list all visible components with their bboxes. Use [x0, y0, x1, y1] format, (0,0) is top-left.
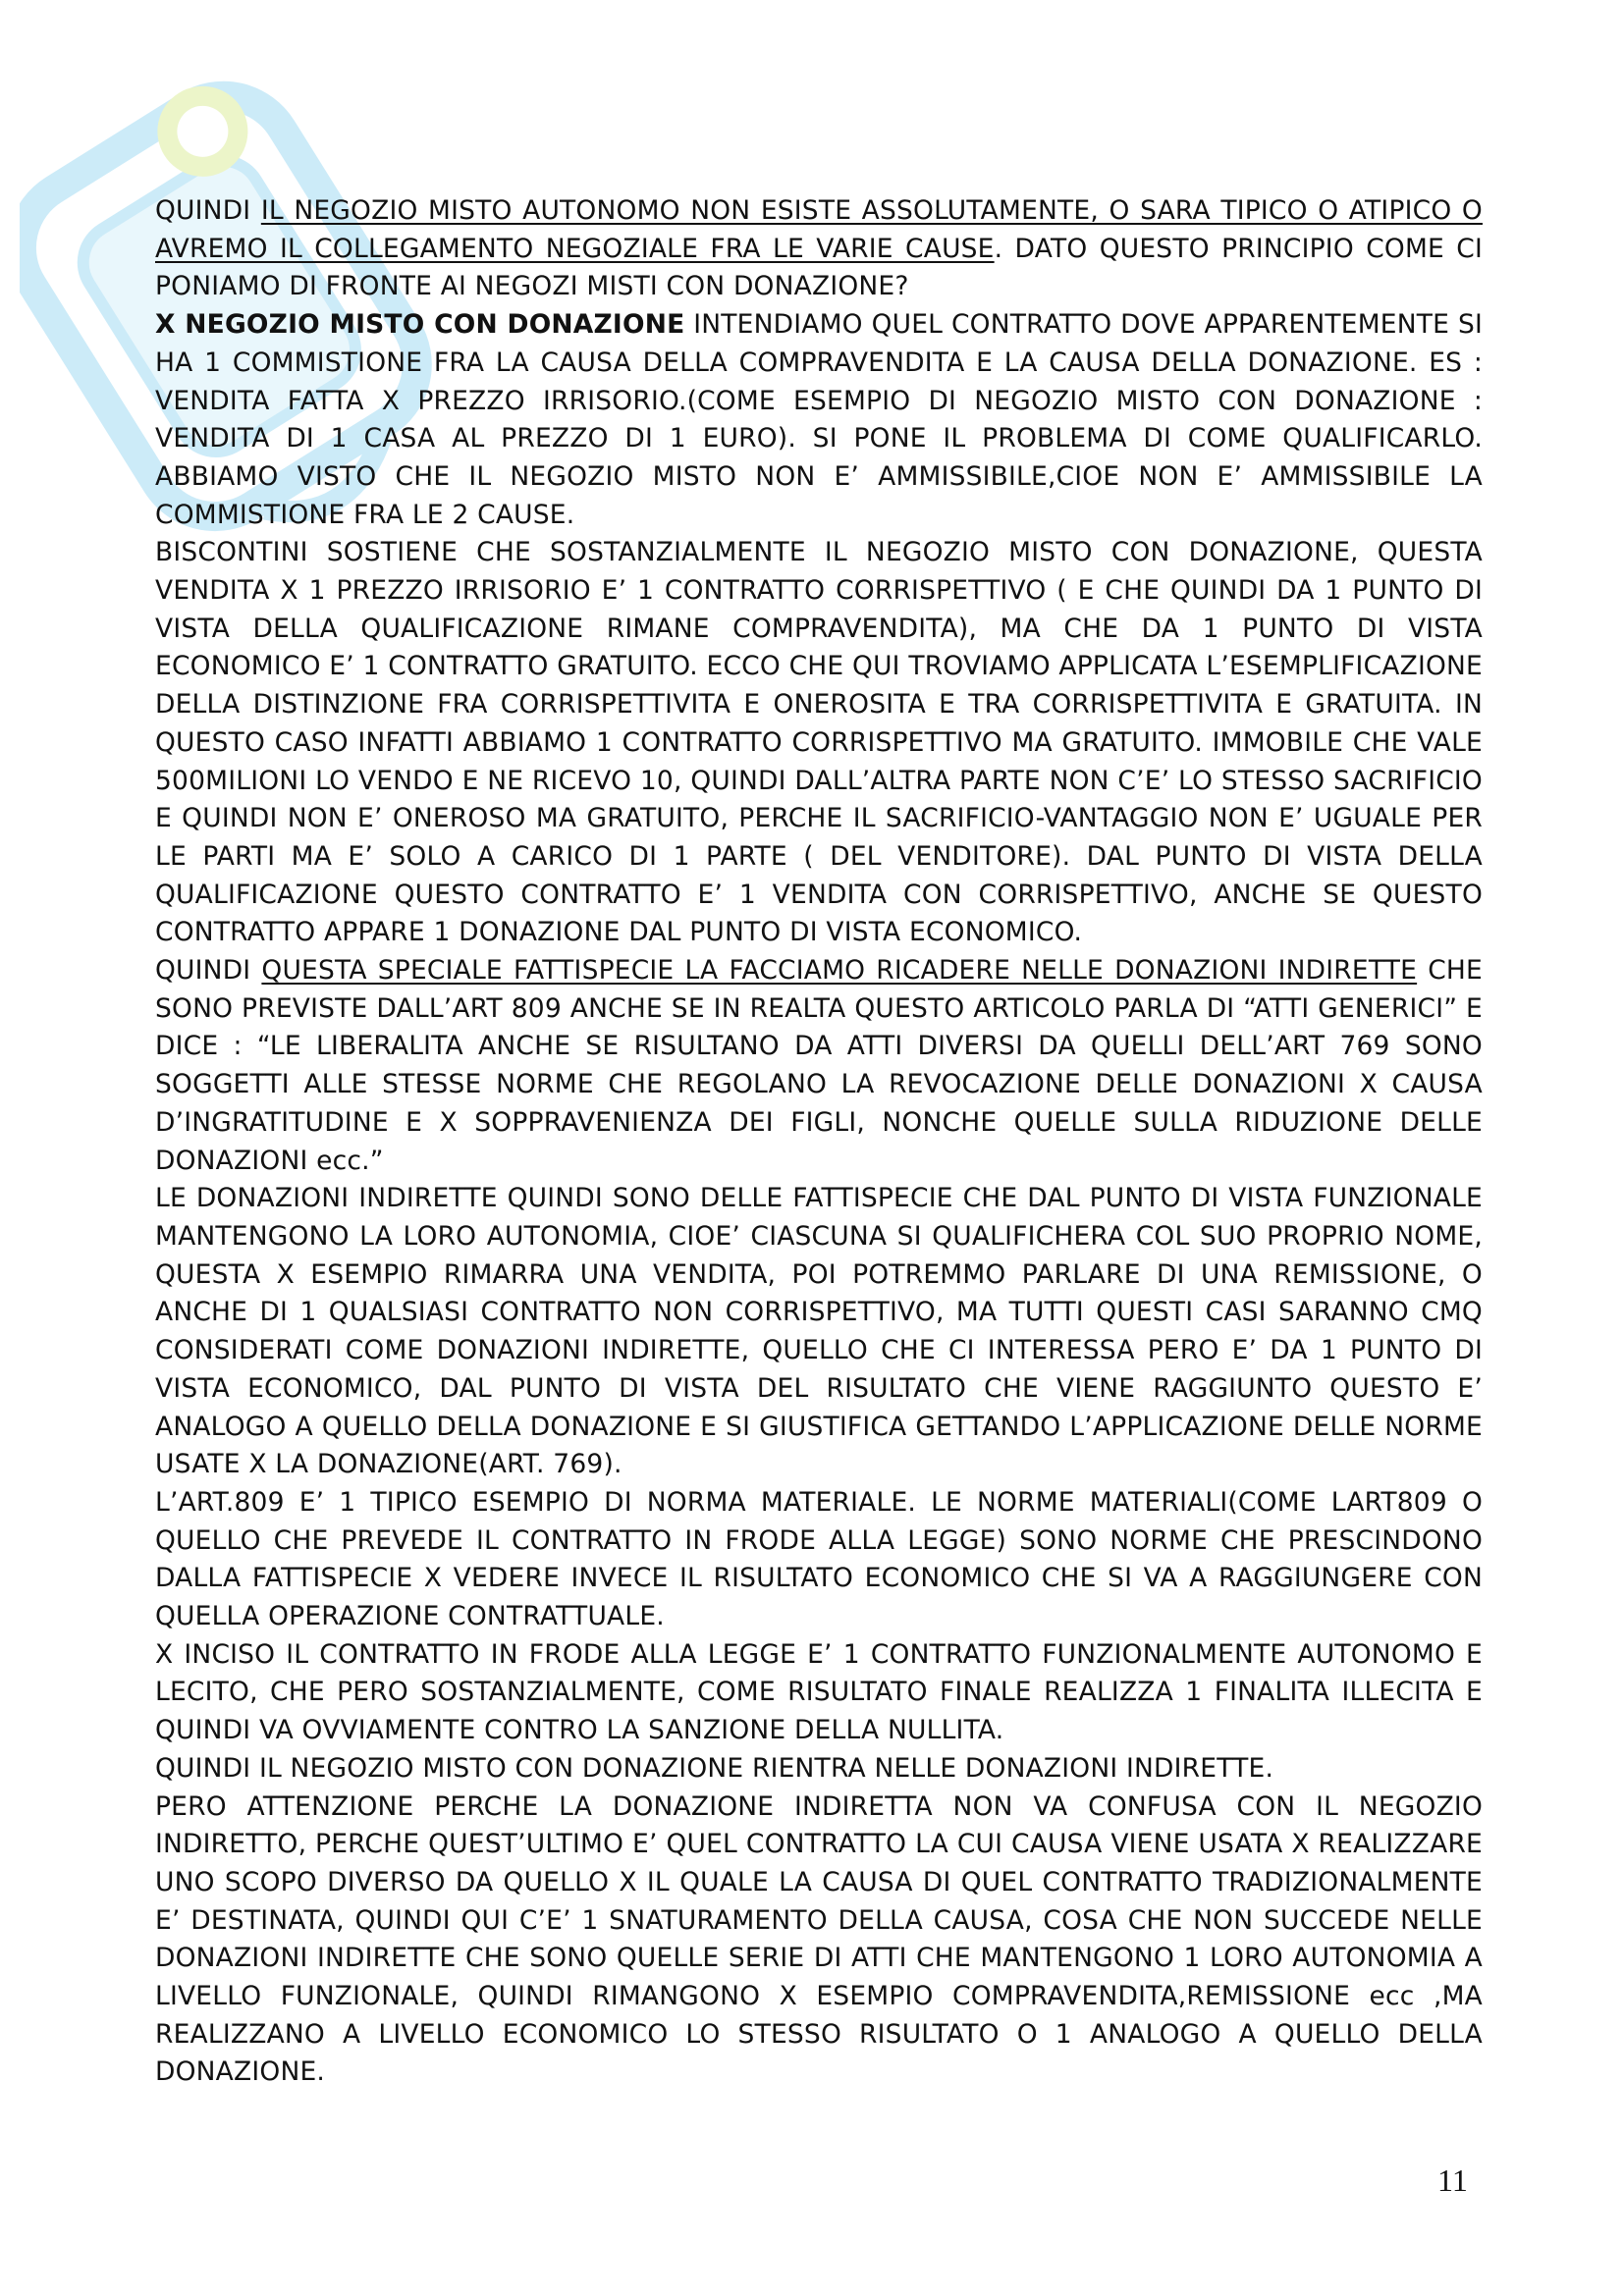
text-run: PERO ATTENZIONE PERCHE LA DONAZIONE INDIRETTA NON VA CONFUSA CON IL NEGOZIO INDIRETTO, PERCHE QUEST’ULTIMO E’ QUEL CONTRATTO LA CUI CAUSA VIENE USATA X REALIZZARE UNO SCOPO DIVERSO DA QUELLO X IL QUALE LA CAUSA DI QUEL CONTRATTO TRADIZIONALMENTE E’ DESTINATA, QUINDI QUI C’E’ 1 SNATURAMENTO DELLA CAUSA, COSA CHE NON SUCCEDE NELLE DONAZIONI INDIRETTE CHE SONO QUELLE SERIE DI ATTI CHE MANTENGONO 1 LORO AUTONOMIA A LIVELLO FUNZIONALE, QUINDI RIMANGONO X ESEMPIO COMPRAVENDITA,REMISSIONE ecc ,MA REALIZZANO A LIVELLO ECONOMICO LO STESSO RISULTATO O 1 ANALOGO A QUELLO DELLA DONAZIONE.	[155, 1790, 1483, 2088]
text-run: L’ART.809 E’ 1 TIPICO ESEMPIO DI NORMA MATERIALE. LE NORME MATERIALI(COME LART809 O QUELLO CHE PREVEDE IL CONTRATTO IN FRODE ALLA LEGGE) SONO NORME CHE PRESCINDONO DALLA FATTISPECIE X VEDERE INVECE IL RISULTATO ECONOMICO CHE SI VA A RAGGIUNGERE CON QUELLA OPERAZIONE CONTRATTUALE.	[155, 1486, 1483, 1632]
underlined-text: IL NEGOZIO MISTO AUTONOMO NON ESISTE ASSOLUTAMENTE, O SARA TIPICO O ATIPICO O AVREMO IL COLLEGAMENTO NEGOZIALE FRA LE VARIE CAUSE	[155, 195, 1483, 264]
text-run: LE DONAZIONI INDIRETTE QUINDI SONO DELLE FATTISPECIE CHE DAL PUNTO DI VISTA FUNZIONALE MANTENGONO LA LORO AUTONOMIA, CIOE’ CIASCUNA SI QUALIFICHERA COL SUO PROPRIO NOME, QUESTA X ESEMPIO RIMARRA UNA VENDITA, POI POTREMMO PARLARE DI UNA REMISSIONE, O ANCHE DI 1 QUALSIASI CONTRATTO NON CORRISPETTIVO, MA TUTTI QUESTI CASI SARANNO CMQ CONSIDERATI COME DONAZIONI INDIRETTE, QUELLO CHE CI INTERESSA PERO E’ DA 1 PUNTO DI VISTA ECONOMICO, DAL PUNTO DI VISTA DEL RISULTATO CHE VIENE RAGGIUNTO QUESTO E’ ANALOGO A QUELLO DELLA DONAZIONE E SI GIUSTIFICA GETTANDO L’APPLICAZIONE DELLE NORME USATE X LA DONAZIONE(ART. 769).	[155, 1183, 1483, 1480]
paragraph-3	[155, 534, 1483, 952]
paragraph-2	[155, 306, 1483, 534]
text-run: INTENDIAMO QUEL CONTRATTO DOVE APPARENTEMENTE SI HA 1 COMMISTIONE FRA LA CAUSA DELLA COMPRAVENDITA E LA CAUSA DELLA DONAZIONE. ES : VENDITA FATTA X PREZZO IRRISORIO.(COME ESEMPIO DI NEGOZIO MISTO CON DONAZIONE : VENDITA DI 1 CASA AL PREZZO DI 1 EURO). SI PONE IL PROBLEMA DI COME QUALIFICARLO. ABBIAMO VISTO CHE IL NEGOZIO MISTO NON E’ AMMISSIBILE,CIOE NON E’ AMMISSIBILE LA COMMISTIONE FRA LE 2 CAUSE.	[155, 309, 1483, 530]
page-body	[155, 192, 1483, 2092]
text-run: . DATO QUESTO PRINCIPIO COME CI PONIAMO DI FRONTE AI NEGOZI MISTI CON DONAZIONE?	[155, 233, 1483, 302]
text-run: QUINDI	[155, 955, 262, 987]
paragraph-1	[155, 192, 1483, 306]
page-number: 11	[1437, 2163, 1468, 2198]
paragraph-7	[155, 1636, 1483, 1750]
text-run: CHE SONO PREVISTE DALL’ART 809 ANCHE SE IN REALTA QUESTO ARTICOLO PARLA DI “ATTI GENERICI” E DICE : “LE LIBERALITA ANCHE SE RISULTANO DA ATTI DIVERSI DA QUELLI DELL’ART 769 SONO SOGGETTI ALLE STESSE NORME CHE REGOLANO LA REVOCAZIONE DELLE DONAZIONI X CAUSA D’INGRATITUDINE E X SOPPRAVENIENZA DEI FIGLI, NONCHE QUELLE SULLA RIDUZIONE DELLE DONAZIONI ecc.”	[155, 955, 1483, 1176]
paragraph-9	[155, 1789, 1483, 2093]
paragraph-5	[155, 1180, 1483, 1484]
paragraph-6	[155, 1484, 1483, 1636]
text-run: BISCONTINI SOSTIENE CHE SOSTANZIALMENTE IL NEGOZIO MISTO CON DONAZIONE, QUESTA VENDITA X 1 PREZZO IRRISORIO E’ 1 CONTRATTO CORRISPETTIVO ( E CHE QUINDI DA 1 PUNTO DI VISTA DELLA QUALIFICAZIONE RIMANE COMPRAVENDITA), MA CHE DA 1 PUNTO DI VISTA ECONOMICO E’ 1 CONTRATTO GRATUITO. ECCO CHE QUI TROVIAMO APPLICATA L’ESEMPLIFICAZIONE DELLA DISTINZIONE FRA CORRISPETTIVITA E ONEROSITA E TRA CORRISPETTIVITA E GRATUITA. IN QUESTO CASO INFATTI ABBIAMO 1 CONTRATTO CORRISPETTIVO MA GRATUITO. IMMOBILE CHE VALE 500MILIONI LO VENDO E NE RICEVO 10, QUINDI DALL’ALTRA PARTE NON C’E’ LO STESSO SACRIFICIO E QUINDI NON E’ ONEROSO MA GRATUITO, PERCHE IL SACRIFICIO-VANTAGGIO NON E’ UGUALE PER LE PARTI MA E’ SOLO A CARICO DI 1 PARTE ( DEL VENDITORE). DAL PUNTO DI VISTA DELLA QUALIFICAZIONE QUESTO CONTRATTO E’ 1 VENDITA CON CORRISPETTIVO, ANCHE SE QUESTO CONTRATTO APPARE 1 DONAZIONE DAL PUNTO DI VISTA ECONOMICO.	[155, 537, 1483, 948]
paragraph-4	[155, 952, 1483, 1180]
text-run: QUINDI	[155, 195, 261, 226]
text-run: QUINDI IL NEGOZIO MISTO CON DONAZIONE RIENTRA NELLE DONAZIONI INDIRETTE.	[155, 1752, 1274, 1784]
bold-term: X NEGOZIO MISTO CON DONAZIONE	[155, 309, 685, 341]
text-run: X INCISO IL CONTRATTO IN FRODE ALLA LEGGE E’ 1 CONTRATTO FUNZIONALMENTE AUTONOMO E LECITO, CHE PERO SOSTANZIALMENTE, COME RISULTATO FINALE REALIZZA 1 FINALITA ILLECITA E QUINDI VA OVVIAMENTE CONTRO LA SANZIONE DELLA NULLITA.	[155, 1638, 1483, 1746]
underlined-text: QUESTA SPECIALE FATTISPECIE LA FACCIAMO RICADERE NELLE DONAZIONI INDIRETTE	[261, 955, 1418, 987]
paragraph-8	[155, 1750, 1483, 1789]
